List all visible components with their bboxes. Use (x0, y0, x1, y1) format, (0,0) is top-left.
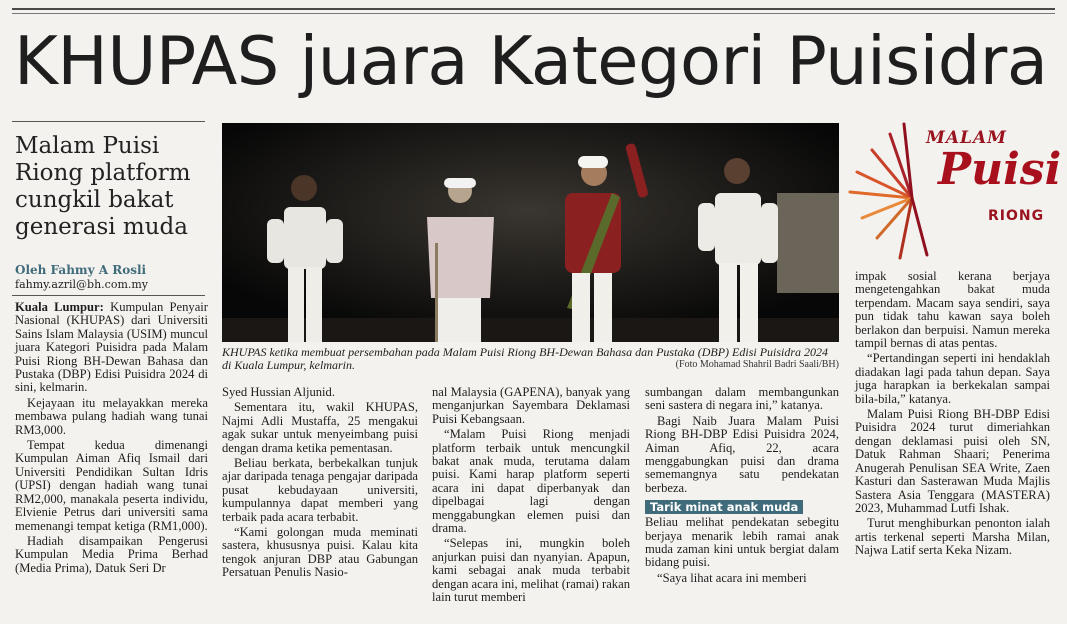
paragraph: “Saya lihat acara ini memberi (657, 570, 807, 585)
paragraph: Tempat kedua dimenangi Kumpulan Aiman Afiq Ismail dari Universiti Pendidikan Sultan Idris (UPSI) dengan hadiah wang tunai RM2,000, manakala peserta individu, Elvienie Petrus dari universiti sama memenangi tempat ketiga (RM1,000). (15, 438, 208, 533)
byline-rule (12, 295, 205, 296)
article-column-4 (645, 386, 839, 587)
paragraph: impak sosial kerana berjaya mengetengahkan bakat muda terpendam. Macam saya sendiri, saya pun tidak tahu kawan saya boleh berlakon dan berpuisi. Namun mereka tampil bernas di atas pentas. (855, 269, 1050, 351)
author-email: fahmy.azril@bh.com.my (15, 278, 149, 291)
article-column-1 (15, 301, 208, 577)
stage-performers-illustration (222, 123, 839, 342)
paragraph: Hadiah disampaikan Pengerusi Kumpulan Media Prima Berhad (Media Prima), Datuk Seri Dr (15, 533, 208, 575)
masthead-rule-thin (12, 13, 1055, 14)
article-column-5 (855, 270, 1050, 560)
paragraph: “Kami golongan muda meminati sastera, khususnya puisi. Kalau kita tengok anjuran DBP atau Gabungan Persatuan Penulis Nasio- (222, 525, 418, 580)
article-column-3 (432, 386, 630, 607)
paragraph: Beliau melihat pendekatan sebegitu berjaya menarik lebih ramai anak muda zaman kini untuk bergiat dalam bidang puisi. (645, 515, 839, 570)
paragraph: Kumpulan Penyair Nasional (KHUPAS) dari Universiti Sains Islam Malaysia (USIM) muncul juara Kategori Puisidra pada Malam Puisi Riong BH-Dewan Bahasa dan Pustaka (DBP) Edisi Puisidra 2024 di sini, kelmarin. (15, 300, 208, 395)
paragraph: Malam Puisi Riong BH-DBP Edisi Puisidra 2024 turut dimeriahkan dengan deklamasi puisi oleh SN, Datuk Rahman Shaari; Penerima Anugerah Penulisan SEA Write, Zaen Kasturi dan Sasterawan Muda Majlis Sastera Asia Tenggara (MASTERA) 2023, Muhammad Lutfi Ishak. (855, 407, 1050, 515)
masthead-rule (12, 8, 1055, 10)
section-subheading: Tarik minat anak muda (645, 500, 803, 514)
logo-text-puisi: Puisi (938, 144, 1062, 195)
paragraph: Syed Hussian Aljunid. (222, 385, 335, 399)
paragraph: nal Malaysia (GAPENA), banyak yang menganjurkan Sayembara Deklamasi Puisi Kebangsaan. (432, 385, 630, 426)
byline: Oleh Fahmy A Rosli (15, 263, 147, 277)
paragraph: “Pertandingan seperti ini hendaklah diadakan lagi pada tahun depan. Saya juga harapkan ia berkekalan sampai bila-bila,” katanya. (855, 351, 1050, 406)
stage-photo (222, 123, 839, 342)
paragraph: Sementara itu, wakil KHUPAS, Najmi Adli Mustaffa, 25 mengakui agak sukar untuk menyeimbang puisi dengan drama ketika pementasan. (222, 400, 418, 455)
article-column-2 (222, 386, 418, 582)
paragraph: sumbangan dalam membangunkan seni sastera di negara ini,” katanya. (645, 385, 839, 413)
malam-puisi-riong-logo (842, 120, 1062, 265)
subhead-rule (12, 121, 205, 122)
paragraph: Beliau berkata, berbekalkan tunjuk ajar daripada tenaga pengajar daripada pusat kebudayaan universiti, kumpulannya dapat memberi yang terbaik pada acara terbabit. (222, 456, 418, 524)
photo-caption: KHUPAS ketika membuat persembahan pada Malam Puisi Riong BH-Dewan Bahasa dan Pustaka (DBP) Edisi Puisidra 2024 di Kuala Lumpur, kelmarin. (222, 345, 829, 372)
logo-text-malam: MALAM (926, 128, 1007, 148)
paragraph: “Selepas ini, mungkin boleh anjurkan puisi dan nyanyian. Apapun, kami sebagai anak muda terbabit dengan acara ini, melihat (ramai) rakan lain turut memberi (432, 536, 630, 605)
headline: KHUPAS juara Kategori Puisidra (14, 22, 1048, 100)
logo-text-riong: RIONG (988, 208, 1045, 224)
paragraph: Bagi Naib Juara Malam Puisi Riong BH-DBP Edisi Puisidra 2024, Aiman Afiq, 22, acara menggabungkan puisi dan drama sememangnya satu pendekatan berbeza. (645, 413, 839, 495)
photo-credit: (Foto Mohamad Shahril Badri Saali/BH) (675, 359, 839, 370)
paragraph: Kejayaan itu melayakkan mereka membawa pulang hadiah wang tunai RM3,000. (15, 395, 208, 437)
paragraph: Turut menghiburkan penonton ialah artis terkenal seperti Marsha Milan, Najwa Latif serta Keka Nizam. (855, 516, 1050, 558)
subheadline: Malam Puisi Riong platform cungkil bakat generasi muda (15, 133, 191, 240)
dateline: Kuala Lumpur: (15, 300, 104, 314)
paragraph: “Malam Puisi Riong menjadi platform terbaik untuk mencungkil bakat anak muda, terutama dalam puisi. Kami harap platform seperti acara ini dapat diperbanyak dan dipelbagai lagi dengan menggabungkan elemen puisi dan drama. (432, 427, 630, 536)
